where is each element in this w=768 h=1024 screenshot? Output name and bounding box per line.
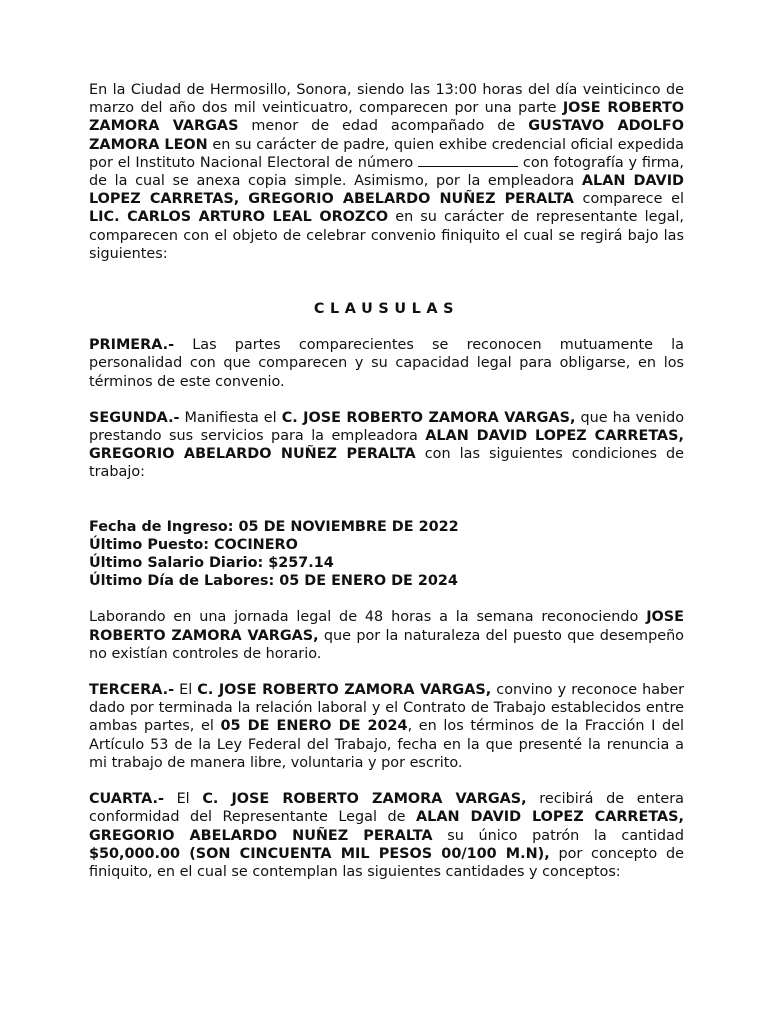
minor-name: JOSE ROBERTO ZAMORA VARGAS — [89, 100, 685, 135]
spacer — [89, 772, 684, 790]
clause-text: , en los términos de la Fracción I del Artículo 53 de la Ley Federal del Trabajo, fecha en la que presenté la renuncia a mi trabajo de manera libre, voluntaria y por escrito. — [89, 718, 684, 771]
employer-names: ALAN DAVID LOPEZ CARRETAS, GREGORIO ABELARDO NUÑEZ PERALTA — [89, 428, 684, 463]
employer-names: ALAN DAVID LOPEZ CARRETAS, GREGORIO ABELARDO NUÑEZ PERALTA — [89, 809, 684, 844]
intro-text: en su carácter de representante legal, comparecen con el objeto de celebrar convenio finiquito el cual se regirá bajo las siguientes: — [89, 209, 684, 262]
employee-name: C. JOSE ROBERTO ZAMORA VARGAS, — [202, 791, 527, 808]
clause-text: El — [174, 682, 198, 699]
work-conditions-list — [89, 518, 684, 591]
clause-text: su único patrón la cantidad — [432, 827, 684, 844]
clause-label: PRIMERA.- — [89, 337, 175, 354]
clause-tercera — [89, 681, 684, 772]
clause-primera — [89, 336, 684, 391]
document-body — [89, 81, 684, 881]
employee-name: JOSE ROBERTO ZAMORA VARGAS, — [89, 609, 684, 644]
clause-text: convino y reconoce haber dado por terminada la relación laboral y el Contrato de Trabajo establecidos entre ambas partes, el — [89, 682, 684, 735]
clauses-heading: CLAUSULAS — [313, 301, 460, 318]
clause-text: que ha venido prestando sus servicios para la empleadora — [89, 409, 685, 445]
intro-text: En la Ciudad de Hermosillo, Sonora, siendo las 13:00 horas del día veinticinco de marzo del año dos mil veinticuatro, comparecen por una parte — [89, 82, 684, 117]
employer-names: ALAN DAVID LOPEZ CARRETAS, GREGORIO ABELARDO NUÑEZ PERALTA — [89, 173, 684, 208]
spacer — [89, 482, 684, 518]
clause-text: recibirá de entera conformidad del Representante Legal de — [89, 791, 684, 826]
paragraph-text: que por la naturaleza del puesto que desempeño no existían controles de horario. — [89, 627, 684, 662]
clause-segunda — [89, 409, 684, 482]
intro-text: menor de edad acompañado de — [238, 118, 529, 135]
intro-text: comparece el — [573, 191, 684, 208]
employee-name: C. JOSE ROBERTO ZAMORA VARGAS, — [281, 409, 576, 426]
id-number-blank — [418, 154, 518, 167]
clause-text: El — [163, 791, 203, 808]
clause-label: CUARTA.- — [89, 791, 164, 808]
spacer — [89, 663, 684, 681]
clause-text: con las siguientes condiciones de trabajo: — [89, 446, 684, 481]
intro-text: en su carácter de padre, quien exhibe credencial oficial expedida por el Instituto Nacional Electoral de número — [89, 136, 684, 171]
spacer — [89, 590, 684, 608]
spacer — [89, 391, 684, 409]
clause-label: TERCERA.- — [89, 682, 175, 699]
clause-label: SEGUNDA.- — [89, 409, 180, 426]
employee-name: C. JOSE ROBERTO ZAMORA VARGAS, — [197, 682, 492, 699]
condition-start-date: Fecha de Ingreso: 05 DE NOVIEMBRE DE 2022 — [89, 518, 459, 535]
condition-last-workday: Último Día de Labores: 05 DE ENERO DE 2024 — [89, 573, 458, 590]
clause-text: Las partes comparecientes se reconocen mutuamente la personalidad con que comparecen y su capacidad legal para obligarse, en los términos de este convenio. — [89, 337, 684, 390]
intro-paragraph — [89, 81, 684, 263]
condition-daily-salary: Último Salario Diario: $257.14 — [89, 555, 334, 572]
legal-representative: LIC. CARLOS ARTURO LEAL OROZCO — [89, 209, 389, 226]
intro-text: con fotografía y firma, de la cual se anexa copia simple. Asimismo, por la empleadora — [89, 154, 684, 190]
condition-last-position: Último Puesto: COCINERO — [89, 536, 298, 553]
clause-cuarta — [89, 790, 684, 881]
termination-date: 05 DE ENERO DE 2024 — [220, 718, 408, 735]
paragraph-text: Laborando en una jornada legal de 48 horas a la semana reconociendo — [89, 609, 647, 626]
parent-name: GUSTAVO ADOLFO ZAMORA LEON — [89, 118, 685, 153]
clause-text: por concepto de finiquito, en el cual se contemplan las siguientes cantidades y conceptos: — [89, 845, 684, 880]
clause-text: Manifiesta el — [179, 409, 282, 426]
work-schedule-paragraph — [89, 608, 684, 663]
settlement-amount: $50,000.00 (SON CINCUENTA MIL PESOS 00/100 M.N), — [89, 845, 550, 862]
